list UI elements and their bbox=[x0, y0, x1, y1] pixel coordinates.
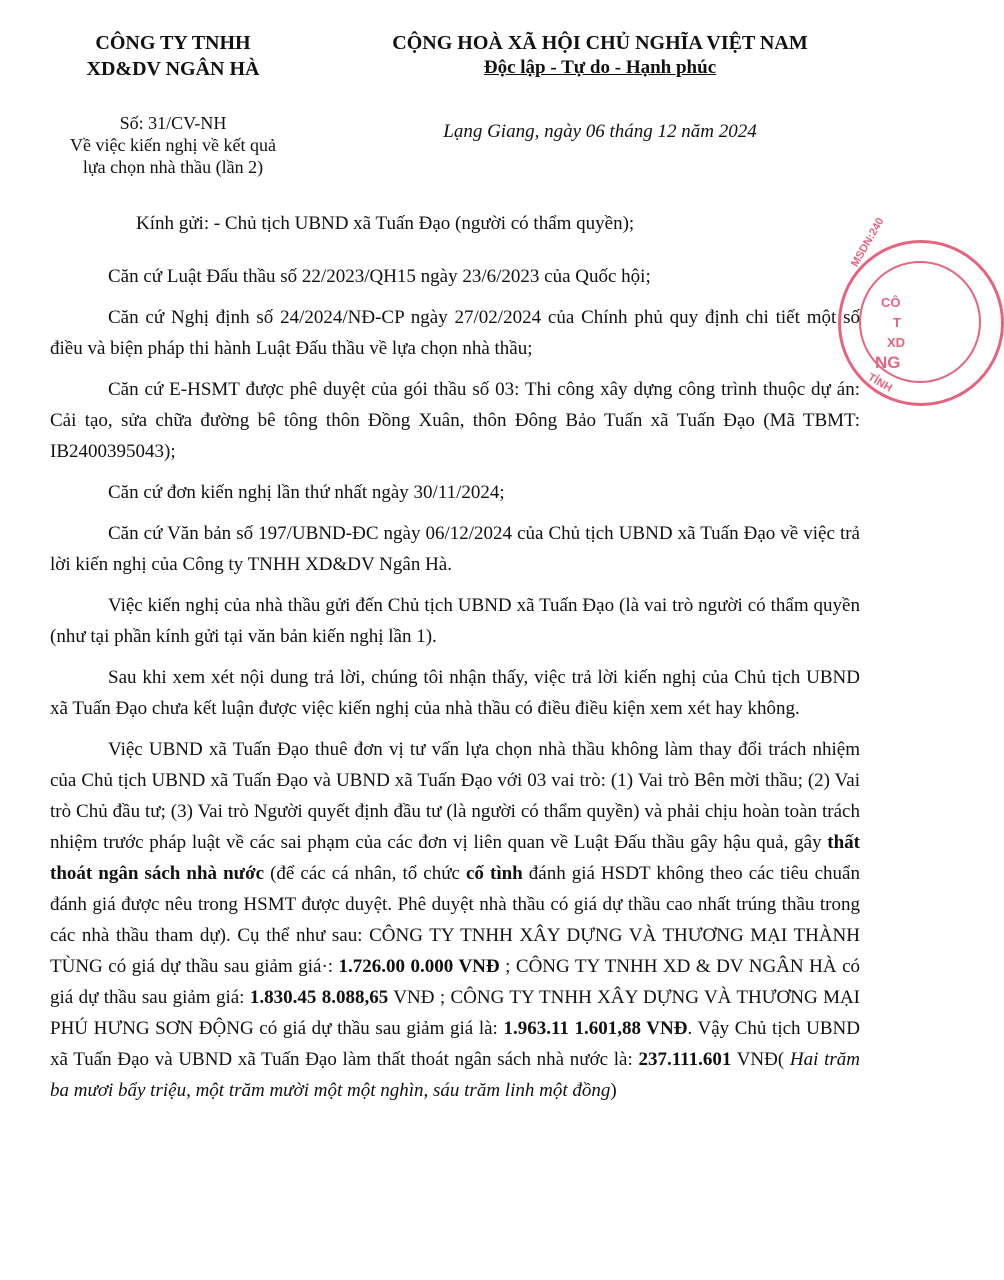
amount-in-words: Hai trăm ba mươi bẩy triệu, một trăm mười một một nghìn, sáu trăm linh một đồng bbox=[50, 1049, 860, 1101]
seal-text-4: NG bbox=[875, 353, 901, 372]
company-name-line2: XD&DV NGÂN HÀ bbox=[86, 58, 260, 80]
seal-text-2: T bbox=[893, 315, 901, 330]
subject-line1: Về việc kiến nghị về kết quả bbox=[70, 135, 276, 155]
document-body bbox=[50, 208, 860, 1106]
national-header bbox=[330, 30, 870, 144]
bold-run-intentional: cố tình bbox=[466, 863, 523, 884]
text-run: đánh giá HSDT không theo các tiêu chuẩn đánh giá được nêu trong HSMT được duyệt. Phê duyệt nhà thầu có giá dự thầu cao nhất trúng thầu trong các nhà thầu tham dự). Cụ thể như sau: CÔNG TY TNHH XÂY DỰNG VÀ THƯƠNG MẠI THÀNH TÙNG có giá dự thầu sau giảm giá·: bbox=[50, 863, 860, 977]
text-run: . Vậy Chủ tịch UBND xã Tuấn Đạo và UBND xã Tuấn Đạo làm thất thoát ngân sách nhà nước là: bbox=[50, 1018, 860, 1070]
text-run: (để các cá nhân, tổ chức bbox=[264, 863, 466, 884]
paragraph-petition-recipient: Việc kiến nghị của nhà thầu gửi đến Chủ tịch UBND xã Tuấn Đạo (là vai trò người có thẩm quyền (như tại phần kính gửi tại văn bản kiến nghị lần 1). bbox=[50, 595, 860, 647]
text-run: ; CÔNG TY TNHH XD & DV NGÂN HÀ có giá dự thầu sau giảm giá: bbox=[50, 956, 861, 1008]
sender-block bbox=[38, 30, 308, 178]
text-run: Việc UBND xã Tuấn Đạo thuê đơn vị tư vấn lựa chọn nhà thầu không làm thay đổi trách nhiệm của Chủ tịch UBND xã Tuấn Đạo và UBND xã Tuấn Đạo với 03 vai trò: (1) Vai trò Bên mời thầu; (2) Vai trò Chủ đầu tư; (3) Vai trò Người quyết định đầu tư (là người có thẩm quyền) và phải chịu hoàn toàn trách nhiệm trước pháp luật về các sai phạm của các đơn vị liên quan về Luật Đấu thầu gây hậu quả, gây bbox=[50, 739, 860, 853]
company-seal bbox=[838, 215, 1004, 406]
paragraph-legal-basis-3: Căn cứ E-HSMT được phê duyệt của gói thầu số 03: Thi công xây dựng công trình thuộc dự án: Cải tạo, sửa chữa đường bê tông thôn Đồng Xuân, thôn Đông Bảo Tuấn xã Tuấn Đạo (Mã TBMT: IB2400395043); bbox=[50, 379, 860, 462]
salutation: Kính gửi: - Chủ tịch UBND xã Tuấn Đạo (người có thẩm quyền); bbox=[136, 213, 635, 234]
seal-text-5: TỈNH bbox=[865, 371, 894, 395]
paragraph-responsibility bbox=[50, 734, 860, 1106]
paragraph-legal-basis-5: Căn cứ Văn bản số 197/UBND-ĐC ngày 06/12/2024 của Chủ tịch UBND xã Tuấn Đạo về việc trả lời kiến nghị của Công ty TNHH XD&DV Ngân Hà. bbox=[50, 523, 860, 575]
seal-text-1: CÔ bbox=[881, 295, 901, 310]
budget-loss-amount: 237.111.601 bbox=[638, 1049, 732, 1070]
text-run: ) bbox=[610, 1080, 617, 1101]
place-date: Lạng Giang, ngày 06 tháng 12 năm 2024 bbox=[443, 121, 757, 142]
reference-number: Số: 31/CV-NH bbox=[119, 113, 227, 133]
bid-price-ngan-ha: 1.830.45 8.088,65 bbox=[249, 987, 389, 1008]
seal-text-3: XD bbox=[887, 335, 906, 350]
paragraph-legal-basis-2: Căn cứ Nghị định số 24/2024/NĐ-CP ngày 27/02/2024 của Chính phủ quy định chi tiết một số điều và biện pháp thi hành Luật Đấu thầu về lựa chọn nhà thầu; bbox=[50, 307, 860, 359]
text-run: VNĐ( bbox=[731, 1049, 785, 1070]
bid-price-thanh-tung: 1.726.00 0.000 VNĐ bbox=[338, 956, 500, 977]
paragraph-legal-basis-4: Căn cứ đơn kiến nghị lần thứ nhất ngày 30/11/2024; bbox=[108, 482, 505, 503]
paragraph-legal-basis-1: Căn cứ Luật Đấu thầu số 22/2023/QH15 ngày 23/6/2023 của Quốc hội; bbox=[108, 266, 651, 287]
seal-code: MSDN:240 bbox=[849, 215, 887, 269]
national-motto: Độc lập - Tự do - Hạnh phúc bbox=[483, 57, 717, 78]
paragraph-review: Sau khi xem xét nội dung trả lời, chúng tôi nhận thấy, việc trả lời kiến nghị của Chủ tịch UBND xã Tuấn Đạo chưa kết luận được việc kiến nghị của nhà thầu có điều điều kiện xem xét hay không. bbox=[50, 667, 860, 719]
text-run: VNĐ ; CÔNG TY TNHH XÂY DỰNG VÀ THƯƠNG MẠI PHÚ HƯNG SƠN ĐỘNG có giá dự thầu sau giảm giá là: bbox=[50, 987, 861, 1039]
company-name-line1: CÔNG TY TNHH bbox=[95, 32, 251, 54]
bold-run-budget-loss: thất thoát ngân sách nhà nước bbox=[50, 832, 860, 884]
nation-title: CỘNG HOÀ XÃ HỘI CHỦ NGHĨA VIỆT NAM bbox=[392, 32, 808, 54]
bid-price-phu-hung: 1.963.11 1.601,88 VNĐ bbox=[503, 1018, 688, 1039]
subject-line2: lựa chọn nhà thầu (lần 2) bbox=[82, 157, 264, 177]
